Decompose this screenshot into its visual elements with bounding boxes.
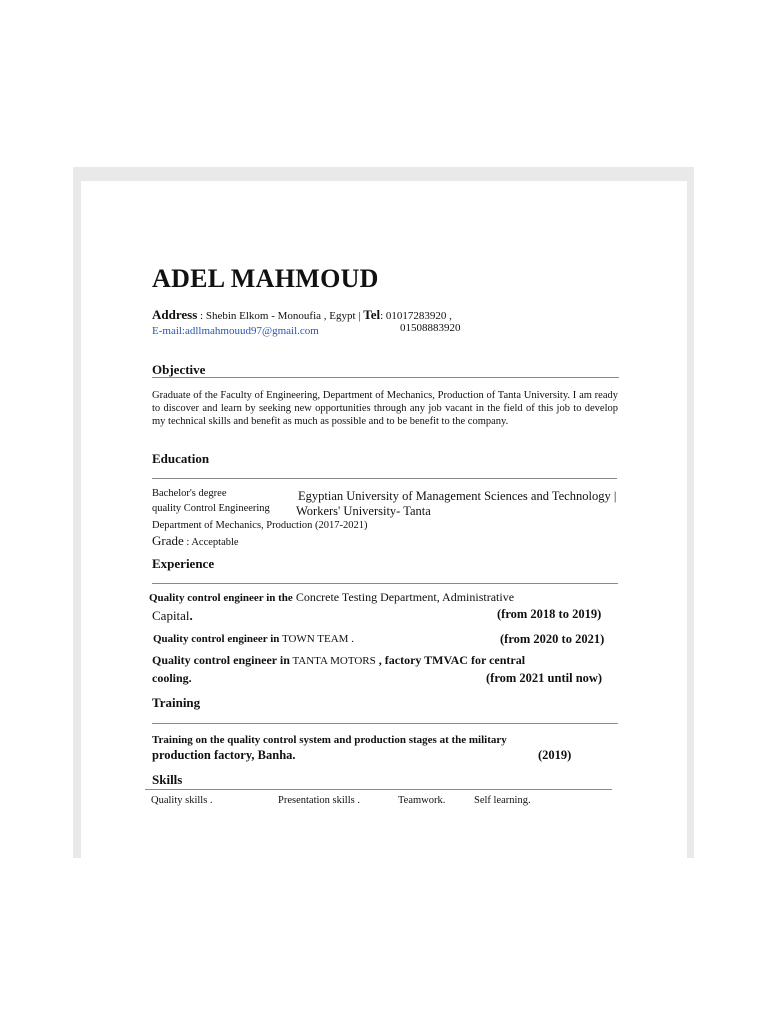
training-rule — [152, 723, 618, 724]
degree-text: Bachelor's degree — [152, 488, 227, 499]
training-line1: Training on the quality control system and production stages at the military — [152, 734, 507, 746]
university-line1: Egyptian University of Management Sciences and Technology | — [298, 489, 617, 503]
skill-item: Self learning. — [474, 795, 531, 806]
experience-period: (from 2021 until now) — [486, 671, 603, 685]
experience-place: Concrete Testing Department, Administrative — [292, 590, 515, 604]
university-line2: Workers' University- Tanta — [296, 504, 431, 518]
education-heading: Education — [152, 451, 210, 466]
address-label: Address — [152, 307, 198, 322]
field-text: quality Control Engineering — [152, 503, 270, 514]
training-line2: production factory, Banha. — [152, 748, 296, 762]
email-link[interactable]: E-mail:adllmahmouud97@gmail.com — [152, 325, 319, 337]
skills-heading: Skills — [152, 772, 183, 787]
training-year: (2019) — [538, 748, 572, 762]
skill-item: Presentation skills . — [278, 795, 360, 806]
department-text: Department of Mechanics, Production (2017-2021) — [152, 520, 368, 531]
experience-role: Quality control engineer in — [152, 653, 290, 667]
objective-text: Graduate of the Faculty of Engineering, Department of Mechanics, Production of Tanta University. I am ready to discover and learn by seeking new opportunities through any job vacant in the field of this job to develop my technical skills and benefit as much as possible and to be benefit to the company. — [152, 390, 618, 427]
grade-value: : Acceptable — [183, 537, 239, 548]
experience-role: Quality control engineer in — [153, 633, 280, 645]
experience-extra-cont: cooling. — [152, 671, 192, 685]
address-value: : Shebin Elkom - Monoufia , Egypt | — [197, 310, 364, 322]
experience-period: (from 2020 to 2021) — [500, 632, 605, 646]
experience-extra: , factory TMVAC for central — [375, 653, 526, 667]
grade-label: Grade — [152, 533, 184, 548]
candidate-name: ADEL MAHMOUD — [152, 264, 379, 293]
experience-place: TOWN TEAM . — [279, 633, 354, 645]
experience-place-cont: Capital. — [152, 608, 193, 623]
grade-line — [152, 533, 239, 549]
skill-item: Teamwork. — [398, 795, 446, 806]
tel-second: 01508883920 — [400, 322, 461, 334]
objective-rule — [152, 377, 619, 378]
experience-period: (from 2018 to 2019) — [497, 607, 602, 621]
objective-heading: Objective — [152, 362, 206, 377]
experience-heading: Experience — [152, 556, 215, 571]
tel-label: Tel — [363, 307, 381, 322]
skill-item: Quality skills . — [151, 795, 213, 806]
experience-rule — [152, 583, 618, 584]
address-line — [152, 307, 452, 323]
education-rule — [152, 478, 617, 479]
skills-rule — [145, 789, 612, 790]
experience-item — [152, 653, 525, 668]
tel-value: : 01017283920 , — [380, 310, 452, 322]
experience-item — [153, 631, 354, 646]
training-heading: Training — [152, 695, 201, 710]
experience-place: TANTA MOTORS — [289, 655, 376, 667]
experience-role: Quality control engineer in the — [149, 592, 293, 604]
experience-item — [149, 590, 514, 605]
